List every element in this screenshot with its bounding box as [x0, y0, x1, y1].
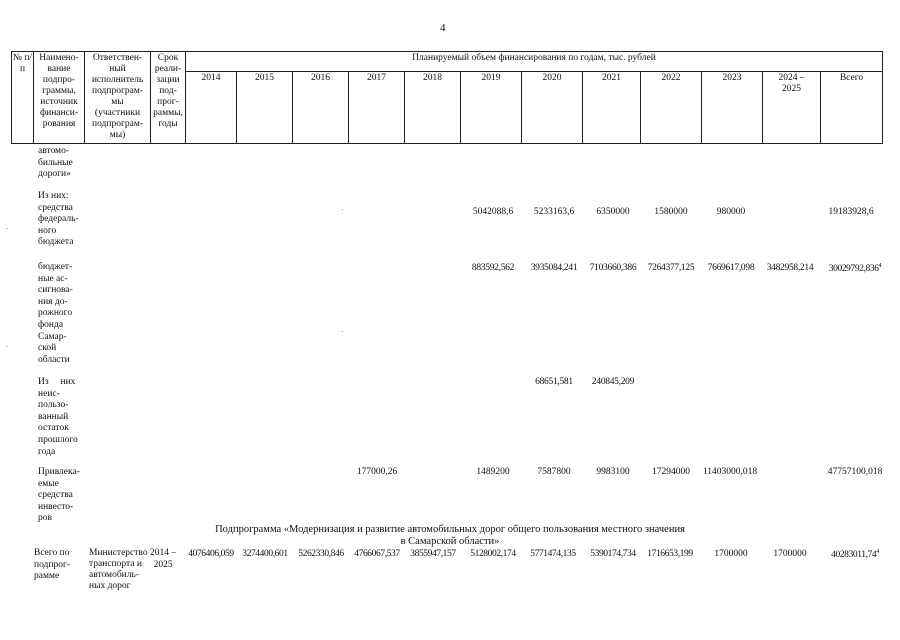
- row-label-road-fund: бюджет- ные ас- сигнова- ния до- рожного фонда Самар- ской области: [38, 262, 73, 365]
- value-federal-total: 19183928,6: [828, 207, 874, 217]
- value-roadfund-2024-2025: 3482958,214: [766, 263, 814, 273]
- value-roadfund-2019: 883592,562: [471, 263, 515, 273]
- value-investors-2022: 17294000: [652, 467, 690, 477]
- header-executor: Ответствен- ный исполнитель подпрограм- мы (участники подпрограм- мы): [85, 52, 151, 144]
- row-label-investors: Привлека- емые средства инвесто- ров: [38, 467, 80, 524]
- value-roadfund-2020: 3935084,241: [530, 263, 578, 273]
- value-roadfund-2021: 7103660,386: [589, 263, 637, 273]
- value-roadfund-total: 30029792,836$^4$: [828, 263, 882, 275]
- scan-mark: ·: [341, 328, 344, 336]
- header-planned-volume: Планируемый объем финансирования по годам, тыс. рублей: [186, 52, 883, 72]
- total-value-2021: 5390174,734: [590, 549, 636, 559]
- header-number: № п/п: [12, 52, 34, 144]
- header-year: 2023: [702, 72, 763, 144]
- total-value-2022: 1716653,199: [647, 549, 693, 559]
- row-label-federal: Из них: средства федераль- ного бюджета: [38, 191, 79, 248]
- value-unused-2021: 240845,209: [591, 377, 635, 387]
- subprogram-title-continued: в Самарской области»: [400, 536, 500, 547]
- header-year: 2014: [186, 72, 237, 144]
- total-row-label: Всего по подпрог- рамме: [34, 548, 71, 582]
- total-value-2017: 4766067,537: [354, 549, 400, 559]
- header-name: Наимено- вание подпро- граммы, источник финанси- рования: [34, 52, 85, 144]
- header-total: Всего: [821, 72, 883, 144]
- header-term: Срок реали- зации под- прог- раммы, годы: [151, 52, 186, 144]
- total-row-term: 2014 – 2025: [150, 548, 177, 570]
- value-federal-2021: 6350000: [596, 207, 630, 217]
- value-investors-2021: 9983100: [596, 467, 630, 477]
- value-investors-2019: 1489200: [476, 467, 510, 477]
- page-number: 4: [440, 22, 446, 34]
- total-value-2023: 1700000: [714, 549, 748, 559]
- value-investors-2023: 11403000,018: [702, 467, 758, 477]
- header-year: 2016: [293, 72, 349, 144]
- total-value-2014: 4076406,059: [188, 549, 234, 559]
- total-row-executor: Министерство транспорта и автомобиль- ных дорог: [89, 548, 148, 591]
- value-investors-2020: 7587800: [537, 467, 571, 477]
- header-year: 2020: [522, 72, 583, 144]
- header-year: 2024 – 2025: [763, 72, 821, 144]
- scan-mark: ·: [341, 206, 344, 214]
- value-roadfund-2023: 7669617,098: [707, 263, 755, 273]
- row-label-unused: Из них неис- пользо- ванный остаток прошлого года: [38, 377, 78, 457]
- total-value-all: 40283011,74$^4$: [831, 549, 879, 561]
- subprogram-title: Подпрограмма «Модернизация и развитие автомобильных дорог общего пользования местного значения: [215, 524, 685, 535]
- value-federal-2020: 5233163,6: [533, 207, 575, 217]
- scan-mark: ·: [6, 343, 9, 351]
- header-year: 2019: [461, 72, 522, 144]
- total-value-2018: 3855947,157: [410, 549, 456, 559]
- value-federal-2022: 1580000: [654, 207, 688, 217]
- value-investors-total: 47757100,018: [827, 467, 883, 477]
- financing-table-header: [11, 51, 883, 144]
- header-year: 2015: [237, 72, 293, 144]
- total-value-2020: 5771474,135: [530, 549, 576, 559]
- value-federal-2019: 5042088,6: [472, 207, 514, 217]
- total-value-2016: 5262330,846: [298, 549, 344, 559]
- total-value-2015: 3274400,601: [242, 549, 288, 559]
- value-roadfund-2022: 7264377,125: [647, 263, 695, 273]
- value-unused-2020: 68651,581: [535, 377, 573, 387]
- total-value-2019: 5128002,174: [470, 549, 516, 559]
- header-year: 2017: [349, 72, 405, 144]
- total-value-2024-2025: 1700000: [773, 549, 807, 559]
- value-federal-2023: 980000: [716, 207, 746, 217]
- header-year: 2022: [641, 72, 702, 144]
- header-year: 2021: [583, 72, 641, 144]
- value-investors-2017: 177000,26: [356, 467, 398, 477]
- row-label-roads: автомо- бильные дороги»: [38, 146, 73, 180]
- header-year: 2018: [405, 72, 461, 144]
- scan-mark: ·: [6, 225, 9, 233]
